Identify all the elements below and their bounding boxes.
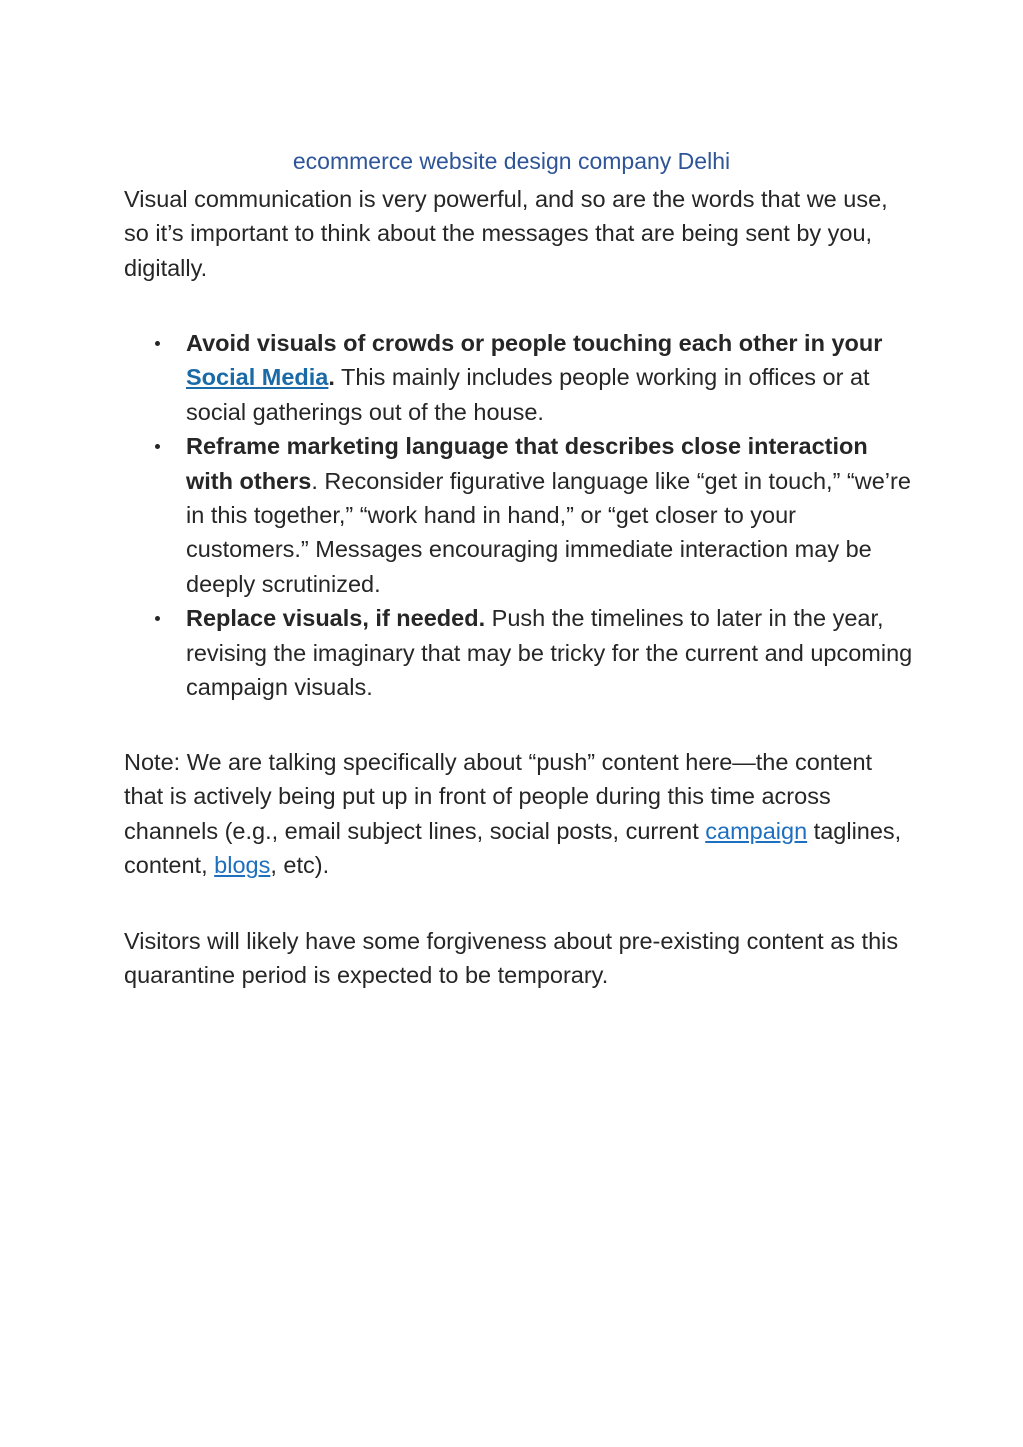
note-paragraph [124,745,914,883]
bullet-text: This mainly includes people working in offices or at social gatherings out of the house. [186,364,870,425]
bullet-list [124,326,914,704]
bullet-text: . Reconsider figurative language like “get in touch,” “we’re in this together,” “work hand in hand,” or “get closer to your customers.” Messages encouraging immediate interaction may be deeply scrutinized. [186,467,911,597]
blogs-link[interactable]: blogs [214,852,271,879]
social-media-link[interactable]: Social Media [186,364,329,391]
bullet-bold-text: Replace visuals, if needed. [186,605,486,632]
note-text: Note: We are talking specifically about “push” content here—the content that is actively being put up in front of people during this time across channels (e.g., email subject lines, social posts, current [124,749,873,844]
bullet-text: Push the timelines to later in the year, revising the imaginary that may be tricky for the current and upcoming campaign visuals. [186,605,913,701]
bullet-icon [155,444,160,449]
list-item [124,429,914,601]
bullet-bold-text: Reframe marketing language that describes close interaction with others [186,433,868,494]
note-text: taglines, content, [124,817,902,879]
bullet-icon [155,616,160,621]
bullet-icon [155,341,160,346]
list-item [124,326,914,429]
list-item [124,601,914,704]
bullet-bold-text: Avoid visuals of crowds or people touching each other in your [186,330,883,356]
page-title: ecommerce website design company Delhi [292,148,731,174]
note-text: , etc). [270,852,330,879]
campaign-link[interactable]: campaign [705,817,808,844]
closing-paragraph: Visitors will likely have some forgiveness about pre-existing content as this quarantine period is expected to be temporary. [124,928,899,989]
intro-paragraph: Visual communication is very powerful, and so are the words that we use, so it’s important to think about the messages that are being sent by you, digitally. [124,186,888,281]
bullet-bold-punct: . [328,364,335,391]
